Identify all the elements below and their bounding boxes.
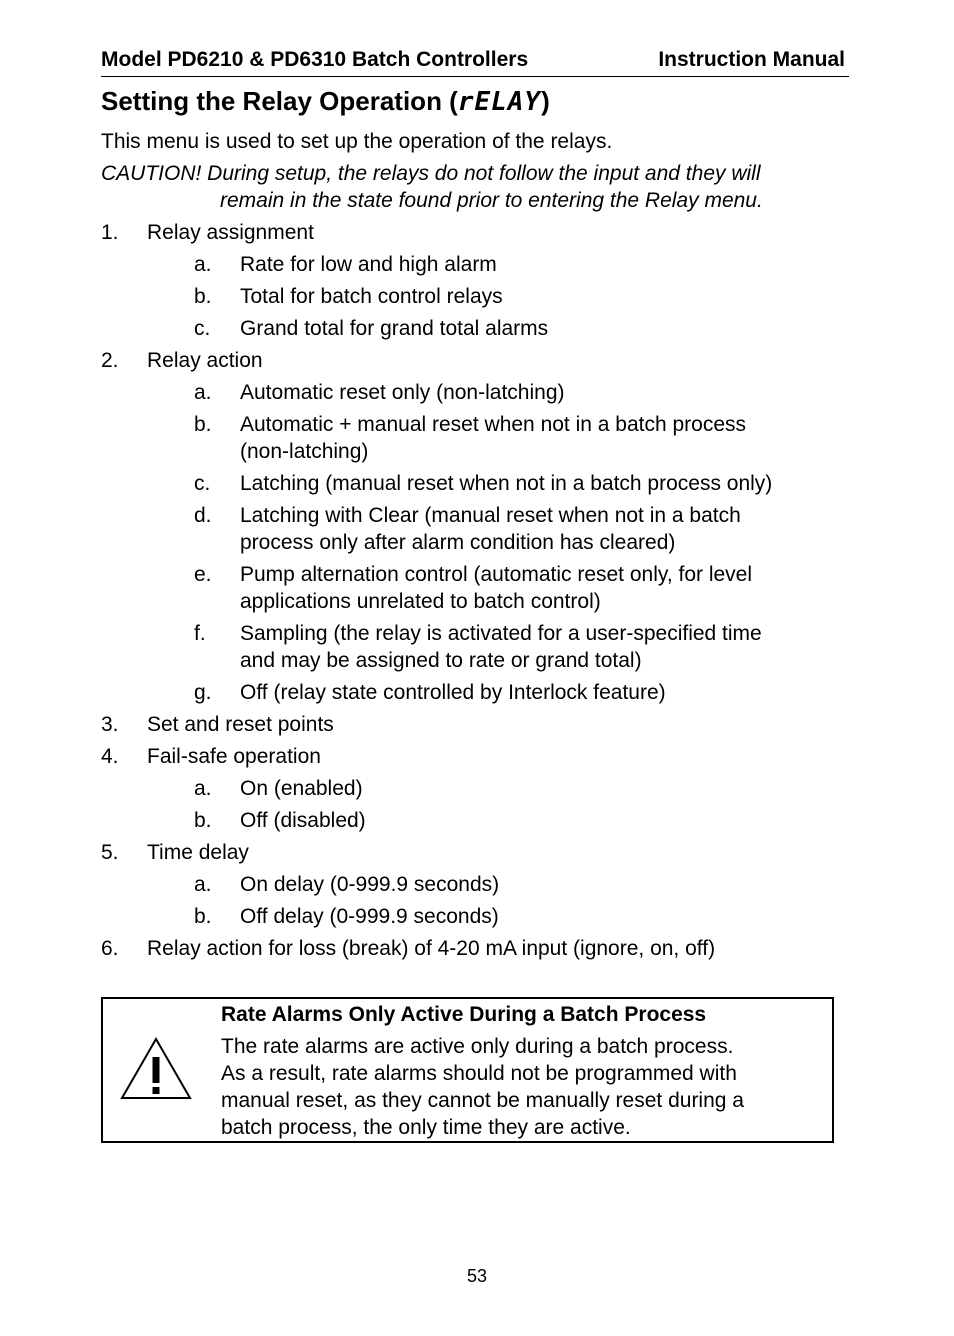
section-title (101, 86, 550, 117)
list-item-text: Relay assignment (147, 221, 314, 244)
list-item-text: Time delay (147, 841, 249, 864)
list-item-number: 5. (101, 841, 119, 864)
sub-item-letter: b. (194, 809, 212, 832)
note-line: manual reset, as they cannot be manually reset during a (221, 1089, 744, 1112)
sub-item-text: Latching (manual reset when not in a batch process only) (240, 472, 773, 495)
sub-item-letter: b. (194, 413, 212, 436)
list-item-number: 4. (101, 745, 119, 768)
sub-item-letter: e. (194, 563, 212, 586)
section-title-close: ) (541, 86, 550, 116)
section-title-text: Setting the Relay Operation ( (101, 86, 458, 116)
sub-item-text: Off (relay state controlled by Interlock feature) (240, 681, 666, 704)
sub-item-text: Pump alternation control (automatic reset only, for level (240, 563, 753, 586)
sub-item-letter: a. (194, 253, 212, 276)
header-manual-title: Instruction Manual (658, 48, 845, 71)
list-item-number: 3. (101, 713, 119, 736)
sub-item-letter: c. (194, 317, 211, 340)
list-item-number: 2. (101, 349, 119, 372)
sub-item-text: process only after alarm condition has cleared) (240, 531, 676, 554)
sub-item-text: Grand total for grand total alarms (240, 317, 549, 340)
list-item-text: Set and reset points (147, 713, 334, 736)
sub-item-text: Rate for low and high alarm (240, 253, 497, 276)
note-line: The rate alarms are active only during a batch process. (221, 1035, 734, 1058)
sub-item-text: Latching with Clear (manual reset when not in a batch (240, 504, 741, 527)
note-line: As a result, rate alarms should not be programmed with (221, 1062, 737, 1085)
caution-line-2: remain in the state found prior to entering the Relay menu. (220, 189, 763, 212)
sub-item-letter: c. (194, 472, 211, 495)
intro-text: This menu is used to set up the operation of the relays. (101, 130, 613, 153)
sub-item-text: Automatic + manual reset when not in a batch process (240, 413, 747, 436)
sub-item-text: Off delay (0-999.9 seconds) (240, 905, 499, 928)
note-box (101, 997, 834, 1143)
relay-menu-code: rELAY (457, 87, 542, 117)
sub-item-text: (non-latching) (240, 440, 369, 463)
list-item-text: Fail-safe operation (147, 745, 321, 768)
caution-line-1: CAUTION! During setup, the relays do not follow the input and they will (101, 162, 761, 185)
sub-item-text: Sampling (the relay is activated for a user-specified time (240, 622, 762, 645)
sub-item-letter: a. (194, 873, 212, 896)
warning-triangle-icon (119, 1035, 193, 1101)
sub-item-text: Total for batch control relays (240, 285, 503, 308)
sub-item-text: On (enabled) (240, 777, 363, 800)
sub-item-text: applications unrelated to batch control) (240, 590, 601, 613)
sub-item-letter: g. (194, 681, 212, 704)
sub-item-letter: a. (194, 777, 212, 800)
sub-item-text: Automatic reset only (non-latching) (240, 381, 565, 404)
page-header (101, 46, 849, 77)
sub-item-letter: b. (194, 285, 212, 308)
list-item-text: Relay action for loss (break) of 4-20 mA input (ignore, on, off) (147, 937, 716, 960)
sub-item-letter: d. (194, 504, 212, 527)
header-model-title: Model PD6210 & PD6310 Batch Controllers (101, 48, 529, 71)
note-line: batch process, the only time they are active. (221, 1116, 631, 1139)
sub-item-letter: b. (194, 905, 212, 928)
sub-item-letter: f. (194, 622, 206, 645)
sub-item-letter: a. (194, 381, 212, 404)
sub-item-text: Off (disabled) (240, 809, 366, 832)
list-item-number: 1. (101, 221, 119, 244)
list-item-number: 6. (101, 937, 119, 960)
page-number: 53 (466, 1266, 488, 1286)
list-item-text: Relay action (147, 349, 263, 372)
note-title: Rate Alarms Only Active During a Batch Process (221, 1003, 707, 1026)
sub-item-text: and may be assigned to rate or grand total) (240, 649, 642, 672)
sub-item-text: On delay (0-999.9 seconds) (240, 873, 500, 896)
